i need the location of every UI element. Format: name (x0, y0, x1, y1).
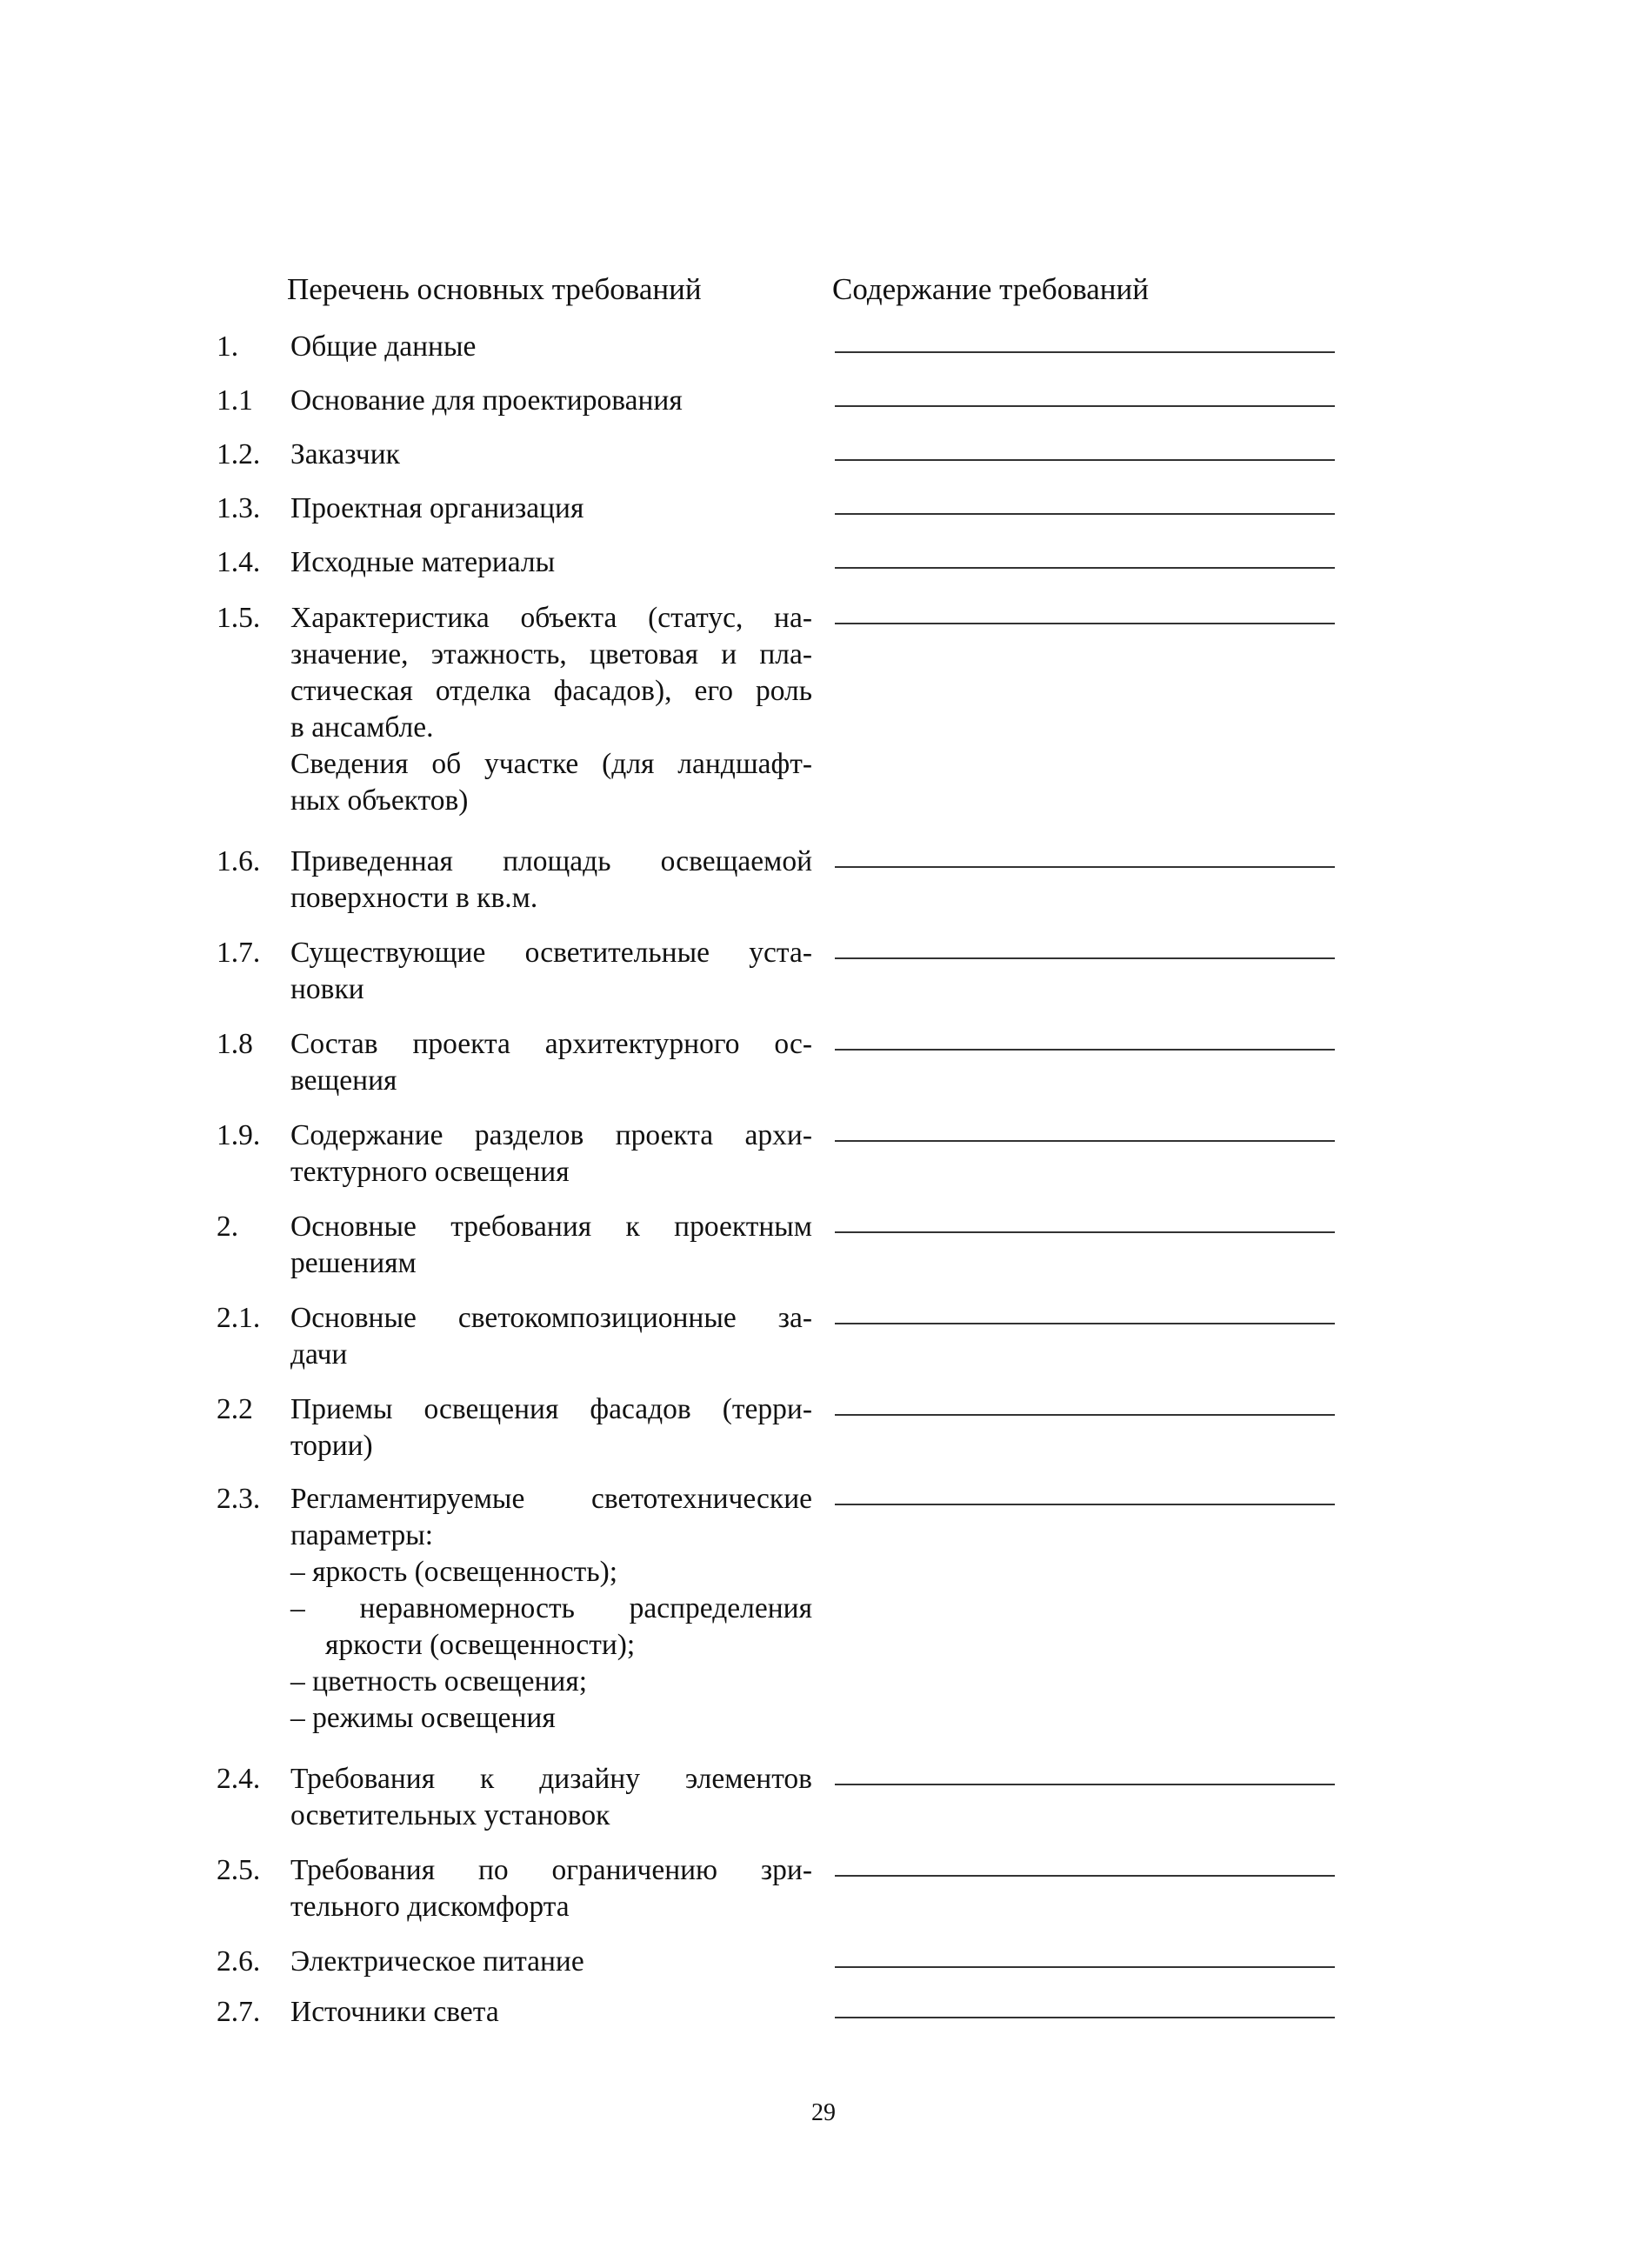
item-text (290, 1481, 812, 1737)
item-text (290, 1761, 812, 1834)
item-text-line: Характеристика объекта (статус, на- (290, 602, 812, 634)
fill-in-line (835, 623, 1335, 624)
item-text (290, 437, 812, 473)
item-number: 2.1. (217, 1302, 261, 1334)
item-text-line: поверхности в кв.м. (290, 882, 538, 914)
bullet-item: – цветность освещения; (290, 1665, 588, 1698)
item-text-line: Общие данные (290, 330, 477, 363)
fill-in-line (835, 1049, 1335, 1051)
item-text-line: значение, этажность, цветовая и пла- (290, 638, 812, 670)
item-text (290, 383, 812, 419)
item-text-line: вещения (290, 1064, 397, 1097)
item-number: 1.5. (217, 602, 261, 634)
item-text-line: тектурного освещения (290, 1156, 570, 1188)
item-text-line: осветительных установок (290, 1799, 610, 1831)
item-text-line: Состав проекта архитектурного ос- (290, 1028, 812, 1060)
page-number: 29 (811, 2099, 836, 2126)
item-text (290, 329, 812, 365)
item-text (290, 1852, 812, 1925)
fill-in-line (835, 1231, 1335, 1233)
bullet-item: – режимы освещения (290, 1702, 556, 1734)
fill-in-line (835, 1414, 1335, 1416)
item-text-line: параметры: (290, 1519, 434, 1551)
item-number: 2. (217, 1211, 239, 1243)
bullet-item: – яркость (освещенность); (290, 1556, 618, 1588)
item-text-line: Основные светокомпозиционные за- (290, 1302, 812, 1334)
item-number: 1.7. (217, 937, 261, 969)
item-number: 2.2 (217, 1393, 253, 1425)
item-text-line: Основные требования к проектным (290, 1211, 812, 1243)
fill-in-line (835, 1875, 1335, 1877)
item-number: 2.3. (217, 1483, 261, 1515)
item-text-line: тельного дискомфорта (290, 1891, 570, 1923)
fill-in-line (835, 513, 1335, 515)
item-text-line: Требования по ограничению зри- (290, 1854, 812, 1886)
item-text-line: Заказчик (290, 438, 400, 470)
item-number: 1.8 (217, 1028, 253, 1060)
list-column-title: Перечень основных требований (287, 272, 702, 306)
fill-in-line (835, 1140, 1335, 1142)
item-number: 2.6. (217, 1945, 261, 1978)
content-column-title: Содержание требований (832, 272, 1149, 306)
item-text (290, 1026, 812, 1099)
fill-in-line (835, 2017, 1335, 2018)
item-text-line: Электрическое питание (290, 1945, 584, 1978)
item-text-line: Проектная организация (290, 492, 584, 524)
item-text-line: Существующие осветительные уста- (290, 937, 812, 969)
item-text (290, 1209, 812, 1282)
item-number: 2.4. (217, 1763, 261, 1795)
item-text-line: Требования к дизайну элементов (290, 1763, 812, 1795)
item-text (290, 544, 812, 581)
fill-in-line (835, 567, 1335, 569)
item-text-line: Приведенная площадь освещаемой (290, 845, 812, 877)
fill-in-line (835, 459, 1335, 461)
fill-in-line (835, 1966, 1335, 1968)
fill-in-line (835, 866, 1335, 868)
item-number: 2.5. (217, 1854, 261, 1886)
item-text-line: новки (290, 973, 364, 1005)
item-text-line: в ансамбле. (290, 711, 434, 744)
item-text (290, 935, 812, 1008)
item-text (290, 1300, 812, 1373)
item-text (290, 600, 812, 819)
item-text-line: дачи (290, 1338, 348, 1371)
bullet-item: – неравномерность распределения (290, 1592, 812, 1624)
item-number: 1.3. (217, 492, 261, 524)
item-text-line: ных объектов) (290, 784, 469, 817)
fill-in-line (835, 1504, 1335, 1505)
item-text-line: стическая отделка фасадов), его роль (290, 675, 812, 707)
item-text-line: Содержание разделов проекта архи- (290, 1119, 812, 1151)
item-text-line: Основание для проектирования (290, 384, 683, 417)
item-text-line: тории) (290, 1430, 373, 1462)
item-text (290, 1944, 812, 1980)
item-number: 1.4. (217, 546, 261, 578)
fill-in-line (835, 405, 1335, 407)
item-text-line: Источники света (290, 1996, 499, 2028)
item-text-line: Регламентируемые светотехнические (290, 1483, 812, 1515)
item-text-line: Приемы освещения фасадов (терри- (290, 1393, 812, 1425)
item-text (290, 1391, 812, 1464)
fill-in-line (835, 957, 1335, 959)
item-number: 1. (217, 330, 239, 363)
bullet-item-continuation: яркости (освещенности); (325, 1629, 636, 1661)
item-text-line: решениям (290, 1247, 417, 1279)
item-text-line: Сведения об участке (для ландшафт- (290, 748, 812, 780)
fill-in-line (835, 1323, 1335, 1324)
fill-in-line (835, 351, 1335, 353)
item-text (290, 490, 812, 527)
item-text (290, 844, 812, 917)
item-text (290, 1117, 812, 1191)
item-number: 1.2. (217, 438, 261, 470)
item-text (290, 1994, 812, 2031)
item-number: 2.7. (217, 1996, 261, 2028)
item-number: 1.1 (217, 384, 253, 417)
item-number: 1.9. (217, 1119, 261, 1151)
fill-in-line (835, 1784, 1335, 1785)
item-text-line: Исходные материалы (290, 546, 556, 578)
item-number: 1.6. (217, 845, 261, 877)
